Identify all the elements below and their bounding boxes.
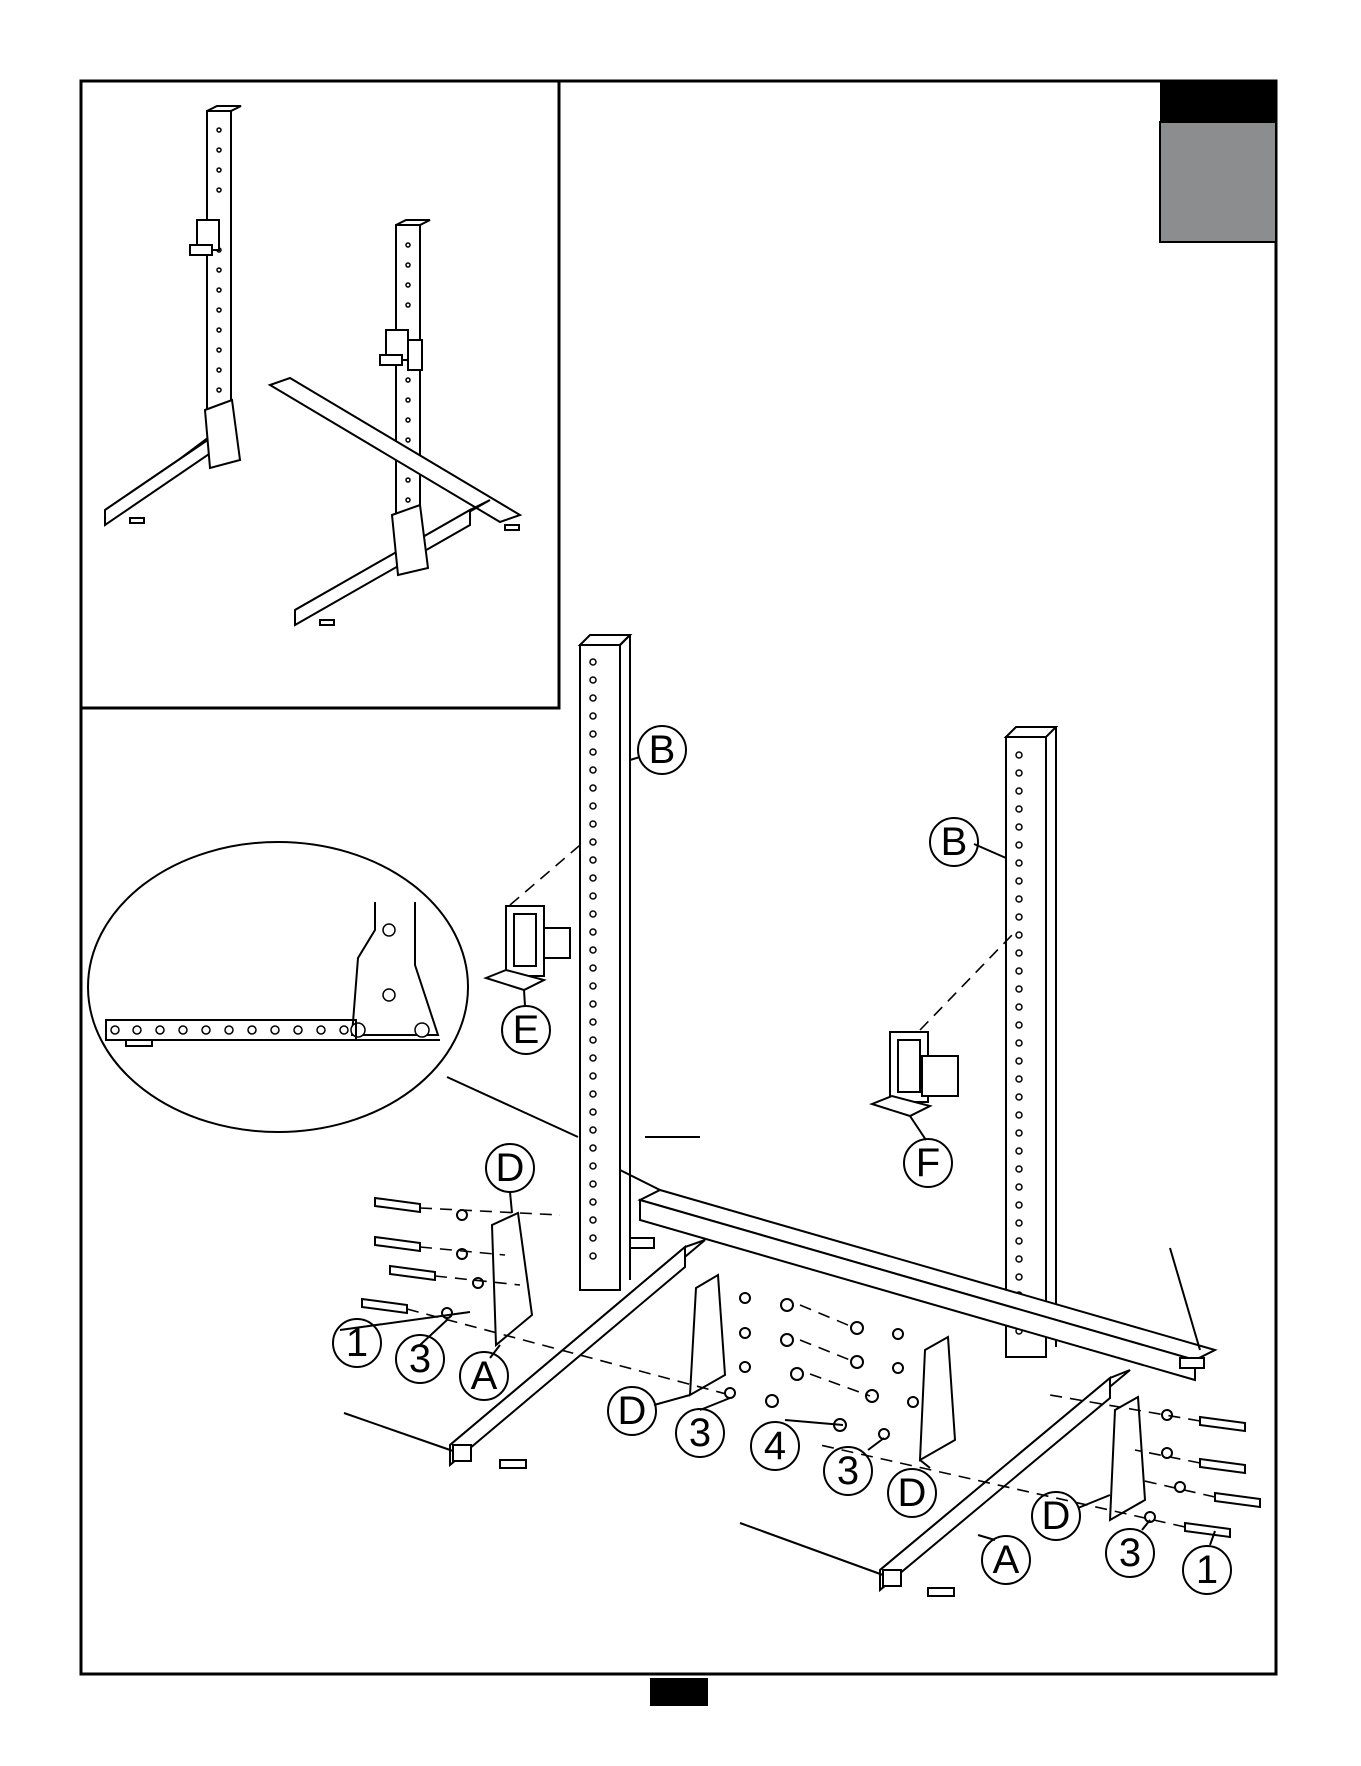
callout-1-left [333,1319,381,1367]
callout-1-right-label: 1 [1195,1548,1219,1592]
section-tab-gray [1160,122,1276,242]
inset-frame [81,81,559,708]
j-hook-e [486,840,586,990]
section-tab-black [1160,81,1276,122]
callout-3-mid-left-label: 3 [688,1411,712,1455]
callout-3-mid-right [824,1438,884,1495]
callout-b-right-label: B [940,820,968,864]
callout-4 [751,1420,843,1470]
callout-d-mid-left [608,1387,690,1435]
callout-3-mid-left [676,1398,730,1457]
callout-a-left [460,1345,508,1400]
page-number-tab [650,1678,708,1706]
detail-leader-line [447,1077,578,1137]
callout-3-left-label: 3 [408,1337,432,1381]
plate-d-left [492,1213,532,1345]
callout-a-right [978,1535,1030,1584]
callout-d-right [1032,1492,1110,1540]
callout-d-mid-right-label: D [897,1471,927,1515]
callout-d-mid-right [888,1460,936,1517]
callout-b-left-label: B [648,728,676,772]
callout-a-left-label: A [470,1354,498,1398]
callout-3-right-label: 3 [1118,1531,1142,1575]
callout-1-left-label: 1 [345,1321,369,1365]
plate-d-mid-left [690,1275,725,1395]
callout-4-label: 4 [763,1424,787,1468]
callout-f [904,1116,952,1187]
callout-e-label: E [512,1008,540,1052]
page-border [81,81,1276,1674]
plate-d-mid-right [920,1337,955,1460]
bolts-right [820,1395,1260,1537]
callout-3-mid-right-label: 3 [836,1449,860,1493]
callout-3-right [1106,1520,1154,1577]
callout-b-left [630,726,686,774]
callout-d-mid-left-label: D [617,1389,647,1433]
plate-d-right [1110,1397,1145,1520]
callout-3-left [396,1335,444,1383]
upright-right [1006,727,1056,1357]
callout-b-right [930,818,1006,866]
detail-bubble-outline [88,842,468,1132]
exploded-view [340,635,1260,1596]
callout-f-label: F [915,1141,941,1185]
callout-d-left [486,1144,534,1213]
callout-d-right-label: D [1041,1494,1071,1538]
callout-1-right [1183,1531,1231,1594]
j-hook-f [872,935,1012,1116]
completed-rack-inset [81,81,559,708]
detail-tube-holes [111,1026,348,1034]
callout-e [502,990,550,1054]
upright-left [580,635,630,1290]
detail-bubble [88,842,578,1137]
middle-hardware [725,1293,918,1439]
callout-a-right-label: A [992,1538,1020,1582]
callout-d-left-label: D [495,1146,525,1190]
